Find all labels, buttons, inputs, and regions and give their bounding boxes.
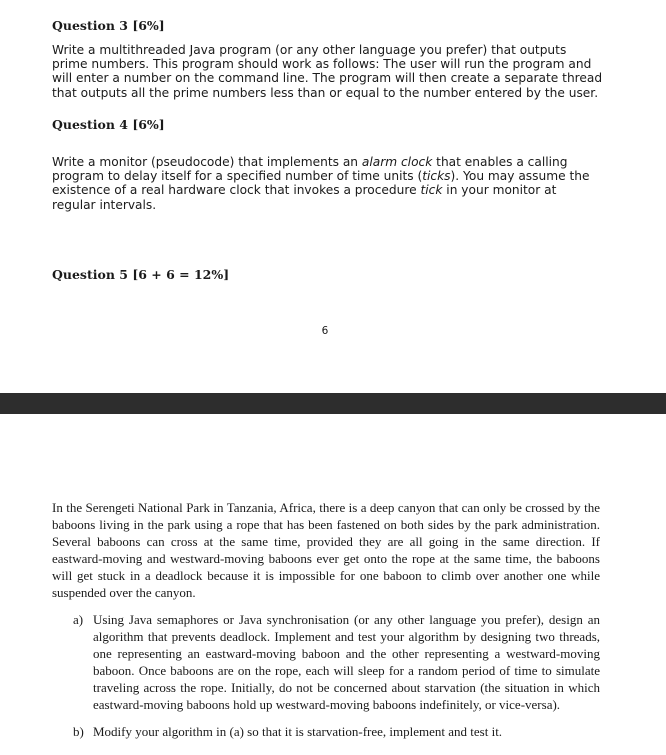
- page-number: 6: [321, 325, 329, 337]
- question-4-line: Write a monitor (pseudocode) that implements an alarm clock that enables a calling: [52, 155, 568, 169]
- question-4-text: [52, 155, 612, 212]
- list-item-text: Using Java semaphores or Java synchronisation (or any other language you prefer), design an algorithm that prevents deadlock. Implement and test your algorithm by designing two threads, one representing an eastward-moving baboon and the other representing a westward-moving baboon. Once baboons are on the rope, each will sleep for a random period of time to simulate traveling across the rope. Initially, do not be concerned about starvation (the situation in which eastward-moving baboons hold up westward-moving baboons indefinitely, or vice-versa).: [93, 612, 600, 712]
- ticks-term: ticks: [422, 169, 451, 184]
- question-5-part-a: [73, 611, 600, 713]
- question-4-line: existence of a real hardware clock that invokes a procedure tick in your monitor at: [52, 183, 557, 198]
- question-5-intro: In the Serengeti National Park in Tanzania, Africa, there is a deep canyon that can only be crossed by the baboons living in the park using a rope that has been fastened on both sides by the park administration. Several baboons can cross at the same time, provided they are all going in the same direction. If eastward-moving and westward-moving baboons ever get onto the rope at the same time, the baboons will get stuck in a deadlock because it is impossible for one baboon to climb over another one while suspended over the canyon.: [52, 500, 600, 600]
- question-5-part-b: [73, 723, 600, 740]
- question-3-text: [52, 43, 612, 100]
- question-3-line: prime numbers. This program should work as follows: The user will run the program and: [52, 57, 592, 72]
- alarm-clock-term: alarm clock: [361, 155, 433, 169]
- tick-term: tick: [420, 183, 443, 198]
- question-4-heading: Question 4 [6%]: [52, 117, 165, 132]
- question-3-line: will enter a number on the command line. The program will then create a separate thread: [52, 71, 603, 86]
- question-3-line: that outputs all the prime numbers less than or equal to the number entered by the user.: [52, 85, 599, 100]
- question-5-heading: Question 5 [6 + 6 = 12%]: [52, 267, 230, 282]
- question-4-line: regular intervals.: [52, 197, 157, 212]
- list-marker: b): [73, 724, 84, 739]
- question-4-line: program to delay itself for a specified number of time units (ticks). You may assume the: [52, 169, 590, 184]
- list-item-text: Modify your algorithm in (a) so that it is starvation-free, implement and test it.: [93, 724, 503, 739]
- question-3-line: Write a multithreaded Java program (or any other language you prefer) that outputs: [52, 43, 567, 57]
- list-marker: a): [73, 612, 84, 627]
- page-separator: [0, 393, 666, 414]
- page-7: [0, 414, 666, 755]
- question-3-heading: Question 3 [6%]: [52, 18, 165, 33]
